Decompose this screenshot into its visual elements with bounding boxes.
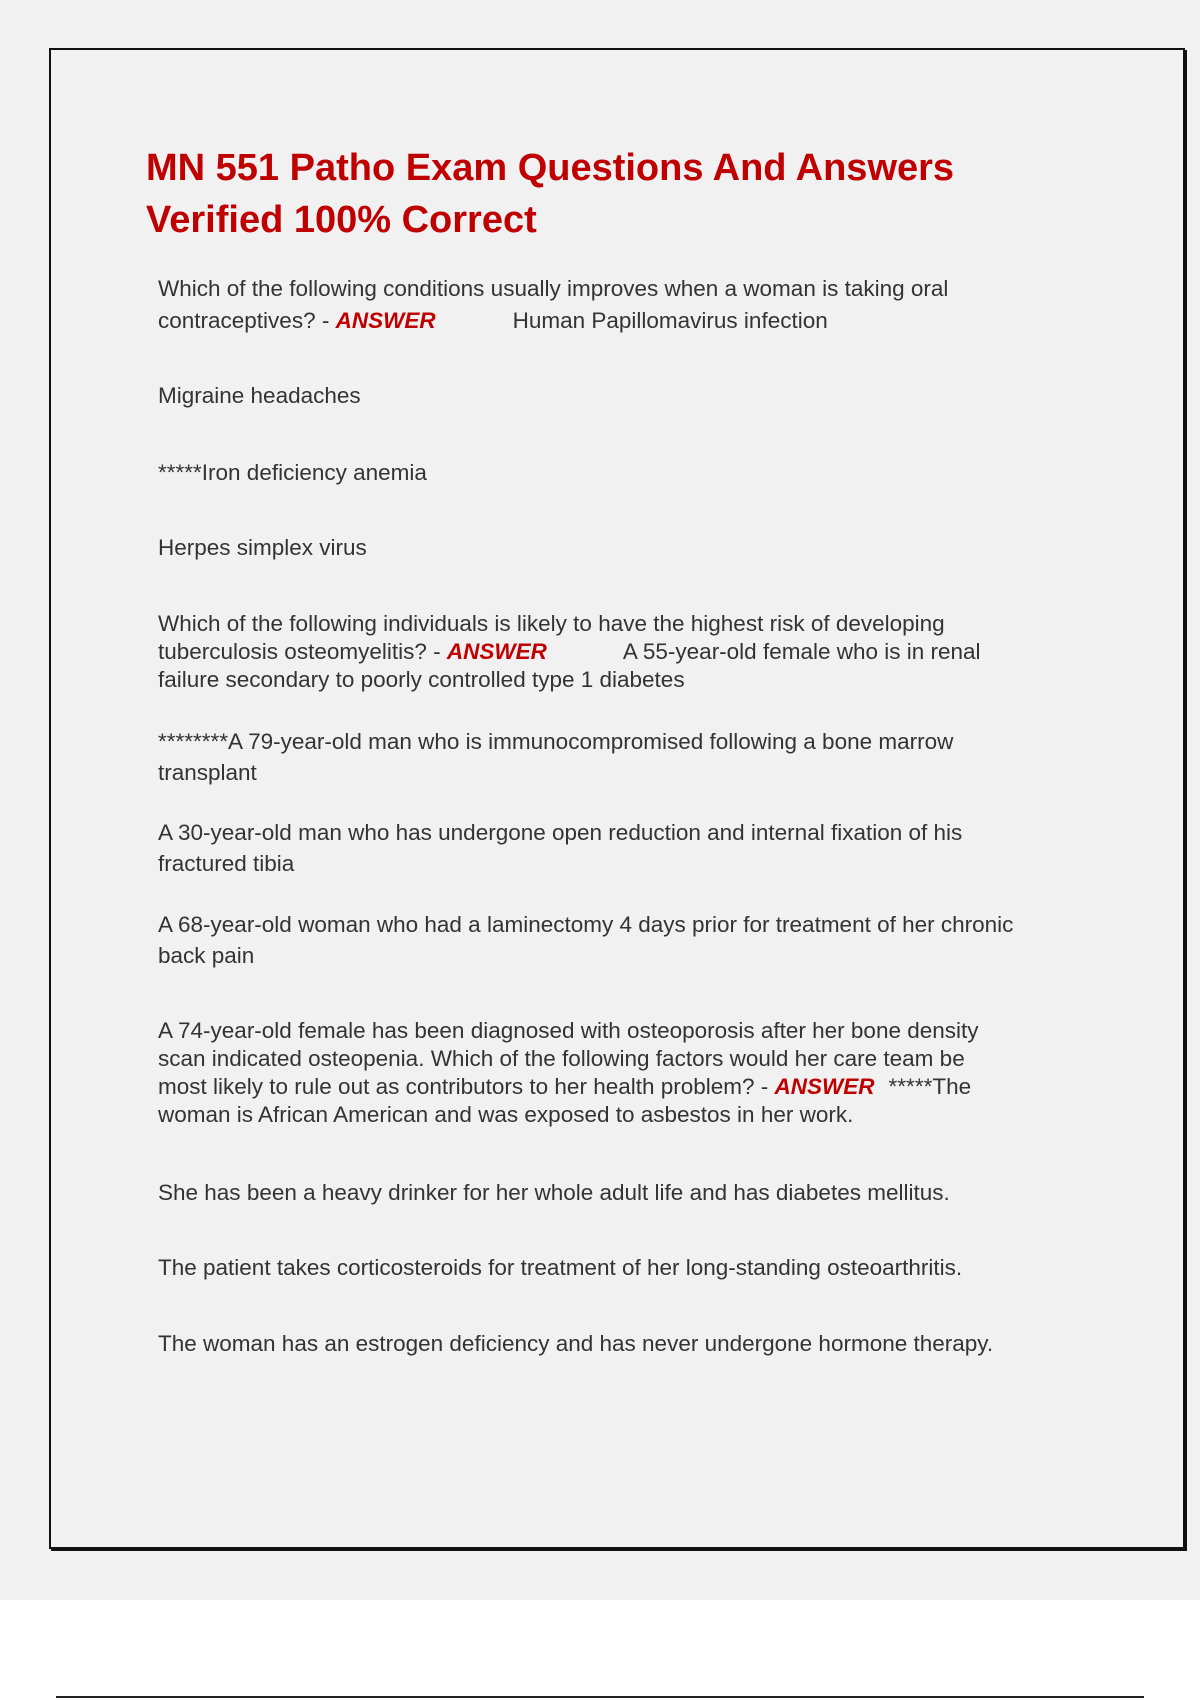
document-title [146,142,1046,246]
answer-label: ANSWER [446,639,547,664]
question-2-option-c [158,909,1013,971]
question-2-option-c-line-1: A 68-year-old woman who had a laminectomy 4 days prior for treatment of her chronic [158,912,1014,937]
question-2-line-2 [158,638,981,666]
question-1-answer-text: Human Papillomavirus infection [512,308,828,333]
question-3 [158,1017,979,1129]
question-3-prefix: most likely to rule out as contributors to her health problem? - [158,1074,775,1099]
question-2-option-c-line-2: back pain [158,943,255,968]
question-1-option-b: *****Iron deficiency anemia [158,460,427,485]
answer-label: ANSWER [335,308,436,333]
title-line-1: MN 551 Patho Exam Questions And Answers [146,147,955,189]
question-2 [158,610,981,694]
question-2-option-b-line-2: fractured tibia [158,851,295,876]
question-1-prefix: contraceptives? - [158,308,336,333]
question-3-line-3 [158,1073,979,1101]
question-1 [158,273,948,337]
question-2-answer-text: A 55-year-old female who is in renal [622,639,981,664]
question-1-option-c: Herpes simplex virus [158,535,367,560]
question-3-option-a: She has been a heavy drinker for her whole adult life and has diabetes mellitus. [158,1180,950,1205]
page-divider [56,1696,1144,1698]
question-2-option-a-line-2: transplant [158,760,257,785]
question-3-option-c: The woman has an estrogen deficiency and has never undergone hormone therapy. [158,1331,994,1356]
question-3-answer-text: *****The [888,1074,972,1099]
question-2-option-a [158,726,953,788]
question-2-option-b-line-1: A 30-year-old man who has undergone open reduction and internal fixation of his [158,820,963,845]
title-line-2: Verified 100% Correct [146,199,537,241]
question-3-line-1: A 74-year-old female has been diagnosed with osteoporosis after her bone density [158,1018,979,1043]
question-3-line-2: scan indicated osteopenia. Which of the following factors would her care team be [158,1046,965,1071]
question-1-line-2 [158,305,948,337]
question-3-line-4: woman is African American and was exposed to asbestos in her work. [158,1102,854,1127]
question-1-option-a: Migraine headaches [158,383,361,408]
question-1-line-1: Which of the following conditions usually improves when a woman is taking oral [158,276,949,301]
answer-label: ANSWER [774,1074,875,1099]
question-2-option-b [158,817,962,879]
question-2-prefix: tuberculosis osteomyelitis? - [158,639,447,664]
question-2-line-1: Which of the following individuals is likely to have the highest risk of developing [158,611,945,636]
question-3-option-b: The patient takes corticosteroids for treatment of her long-standing osteoarthritis. [158,1255,963,1280]
question-2-option-a-line-1: ********A 79-year-old man who is immunocompromised following a bone marrow [158,729,954,754]
question-2-line-3: failure secondary to poorly controlled type 1 diabetes [158,667,685,692]
